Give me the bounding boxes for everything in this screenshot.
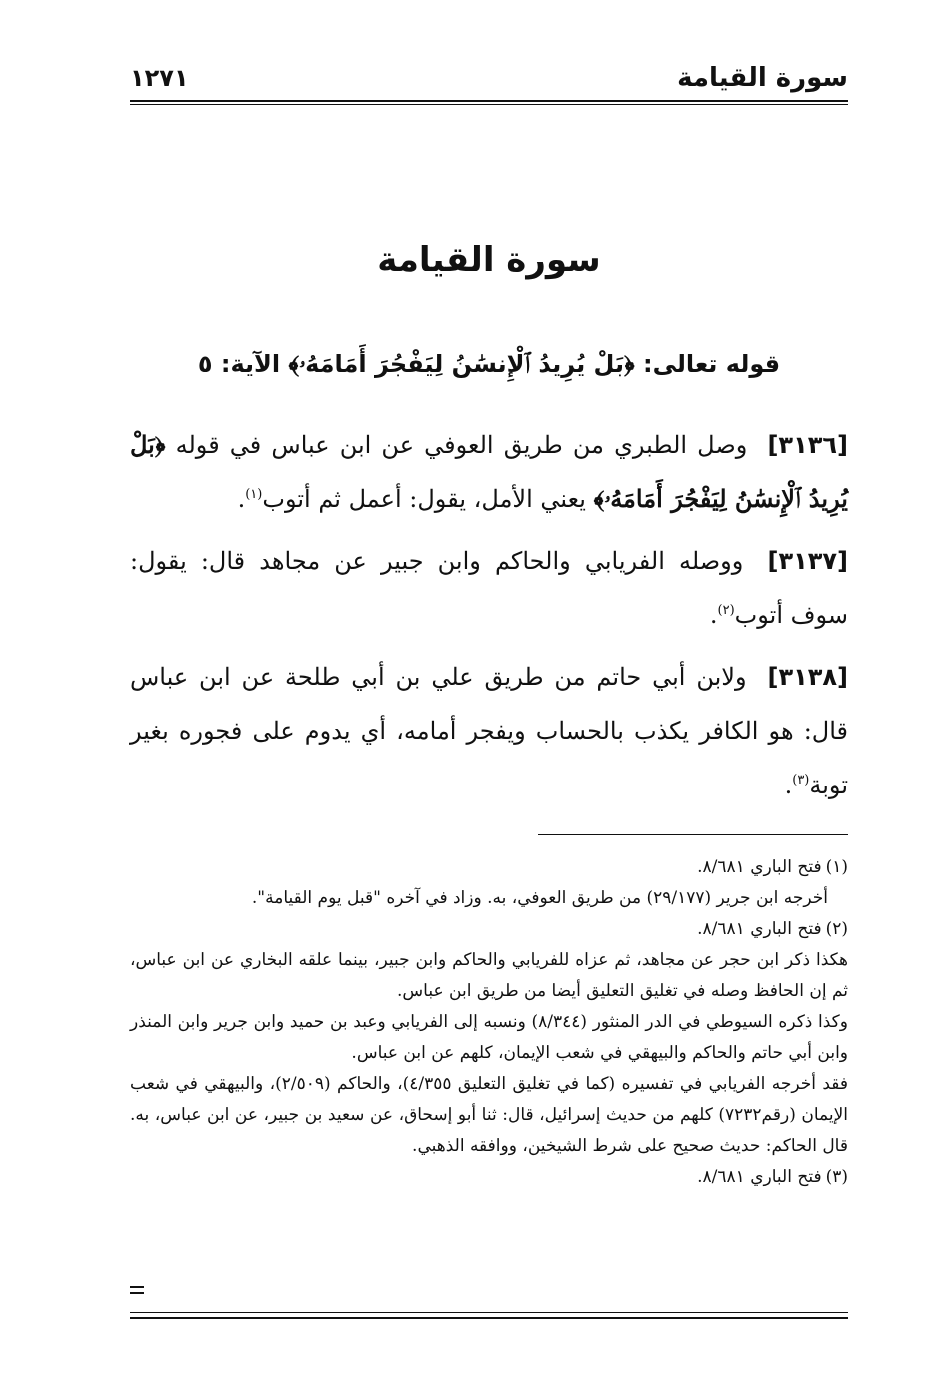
footer-rule-thin	[130, 1312, 848, 1313]
entry-number: [٣١٣٧]	[767, 547, 848, 575]
footnote-1	[130, 852, 848, 883]
entry-end: .	[709, 601, 718, 629]
continuation-mark	[130, 1286, 144, 1288]
footnote-label: (٣)	[825, 1167, 848, 1187]
footnote-separator	[538, 834, 848, 835]
footnote-text: وكذا ذكره السيوطي في الدر المنثور (٨/٣٤٤) ونسبه إلى الفريابي وعبد بن حميد وابن جرير وابن المنذر وابن أبي حاتم والحاكم والبيهقي في شعب الإيمان، كلهم عن ابن عباس.	[130, 1012, 848, 1063]
footnote-ref[interactable]: (٣)	[792, 773, 810, 788]
header-rule	[130, 100, 848, 102]
footnote-label: (٢)	[825, 919, 848, 939]
page-number: ١٢٧١	[130, 64, 189, 92]
entry-text: يعني الأمل، يقول: أعمل ثم أتوب	[262, 485, 586, 513]
footnote-label: (١)	[825, 857, 848, 877]
entry-number: [٣١٣٨]	[767, 663, 848, 691]
footnote-2	[130, 914, 848, 945]
continuation-mark	[130, 1292, 144, 1294]
footnote-1-detail	[130, 883, 848, 914]
footnote-2-detail-b	[130, 1007, 848, 1069]
verse-heading: قوله تعالى: ﴿بَلْ يُرِيدُ ٱلْإِنسَٰنُ لِيَفْجُرَ أَمَامَهُۥ﴾ الآية: ٥	[197, 350, 781, 378]
running-header-title: سورة القيامة	[677, 63, 848, 93]
footnote-text: فتح الباري ٨/٦٨١.	[697, 919, 822, 939]
entry-3138	[130, 650, 848, 812]
page	[130, 0, 848, 1381]
footnote-text: فتح الباري ٨/٦٨١.	[697, 857, 822, 877]
entry-3137	[130, 534, 848, 642]
footnote-2-detail-c	[130, 1069, 848, 1162]
sura-title: سورة القيامة	[377, 240, 601, 280]
footnote-text: أخرجه ابن جرير (٢٩/١٧٧) من طريق العوفي، به. وزاد في آخره "قبل يوم القيامة".	[251, 888, 828, 908]
footer-rule	[130, 1317, 848, 1319]
footnote-ref[interactable]: (٢)	[717, 603, 735, 618]
entry-text: ووصله الفريابي والحاكم وابن جبير عن مجاهد قال: يقول: سوف أتوب	[130, 547, 848, 629]
footnote-2-detail-a	[130, 945, 848, 1007]
header-rule-thin	[130, 104, 848, 105]
entry-number: [٣١٣٦]	[767, 431, 848, 459]
entry-end: .	[237, 485, 246, 513]
commentary-body	[130, 418, 848, 820]
footnote-text: فقد أخرجه الفريابي في تفسيره (كما في تغليق التعليق ٤/٣٥٥)، والحاكم (٢/٥٠٩)، والبيهقي في شعب الإيمان (رقم٧٢٣٢) كلهم من حديث إسرائيل، قال: ثنا أبو إسحاق، عن سعيد بن جبير، عن ابن عباس، به. قال الحاكم: حديث صحيح على شرط الشيخين، ووافقه الذهبي.	[130, 1074, 849, 1156]
entry-text: وصل الطبري من طريق العوفي عن ابن عباس في قوله	[175, 431, 748, 459]
quran-quote: ﴿بَلْ يُرِيدُ ٱلْإِنسَٰنُ لِيَفْجُرَ أَمَامَهُۥ﴾	[130, 430, 848, 513]
footnote-text: هكذا ذكر ابن حجر عن مجاهد، ثم عزاه للفريابي والحاكم وابن جبير، بينما علقه البخاري عن ابن عباس، ثم إن الحافظ وصله في تغليق التعليق أيضا من طريق ابن عباس.	[130, 950, 848, 1001]
running-header	[130, 58, 848, 98]
entry-3136	[130, 418, 848, 526]
footnote-ref[interactable]: (١)	[245, 487, 263, 502]
entry-end: .	[784, 771, 793, 799]
entry-text: ولابن أبي حاتم من طريق علي بن أبي طلحة عن ابن عباس قال: هو الكافر يكذب بالحساب ويفجر أمامه، أي يدوم على فجوره بغير توبة	[130, 663, 848, 799]
footnote-3	[130, 1162, 848, 1193]
footnote-text: فتح الباري ٨/٦٨١.	[697, 1167, 822, 1187]
footnotes	[130, 852, 848, 1193]
